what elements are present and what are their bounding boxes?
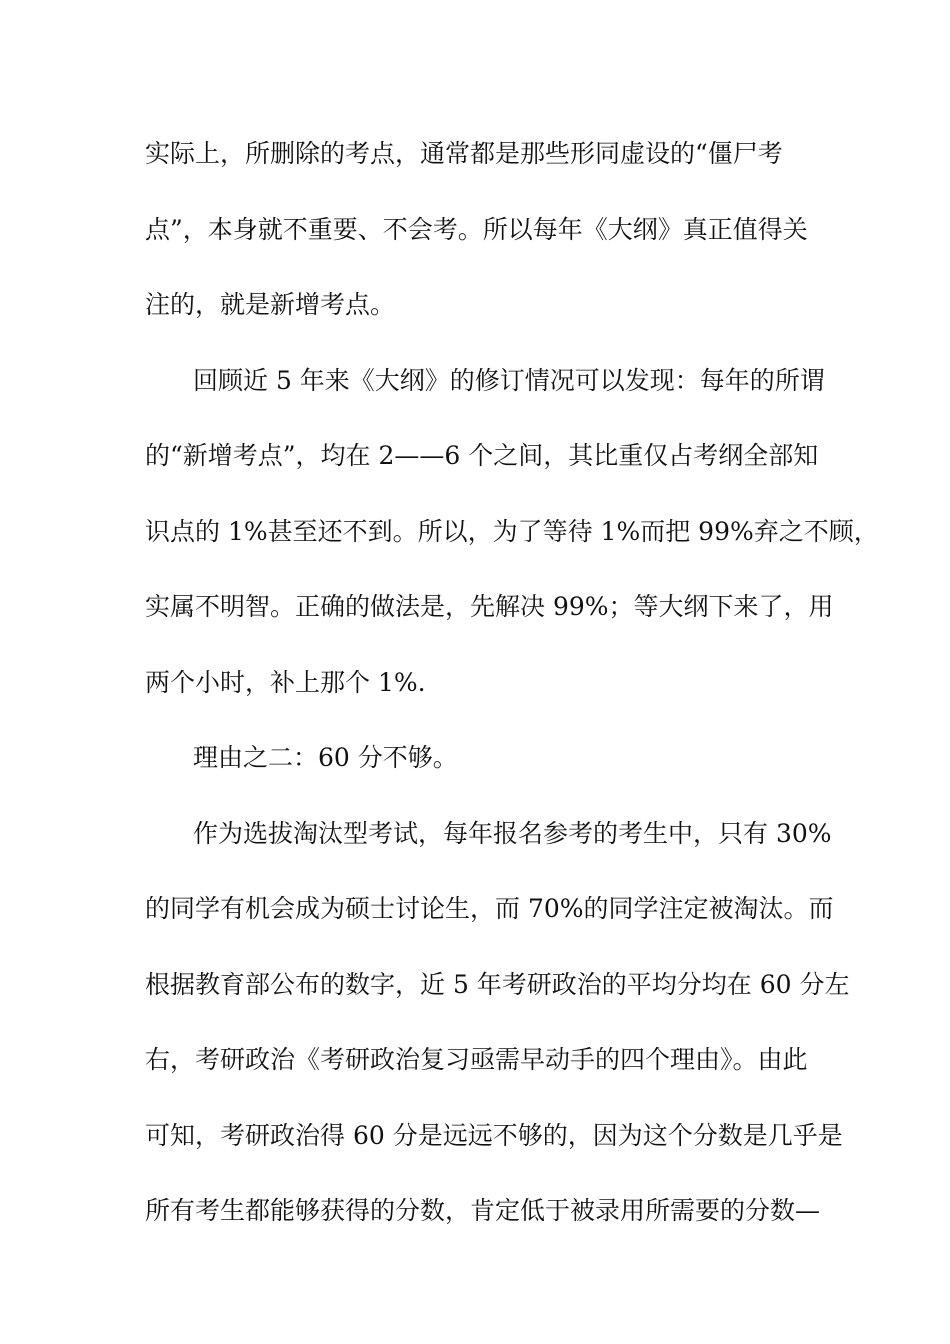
text-line: 所有考生都能够获得的分数，肯定低于被录用所需要的分数—: [145, 1196, 821, 1225]
text-line: 右，考研政治《考研政治复习亟需早动手的四个理由》。由此: [145, 1045, 808, 1074]
section-heading: 理由之二：60 分不够。: [193, 743, 458, 772]
body-text: [145, 128, 879, 1261]
paragraph-first-line: 回顾近 5 年来《大纲》的修订情况可以发现：每年的所谓: [193, 365, 825, 395]
text-line: 可知，考研政治得 60 分是远远不够的，因为这个分数是几乎是: [145, 1120, 843, 1150]
text-line: 实属不明智。正确的做法是，先解决 99%；等大纲下来了，用: [145, 592, 834, 621]
text-line: 识点的 1%甚至还不到。所以，为了等待 1%而把 99%弃之不顾，: [145, 516, 879, 546]
text-line: 的同学有机会成为硕士讨论生，而 70%的同学注定被淘汰。而: [145, 894, 834, 923]
paragraph-first-line: 作为选拔淘汰型考试，每年报名参考的考生中，只有 30%: [193, 818, 832, 848]
text-line: 根据教育部公布的数字，近 5 年考研政治的平均分均在 60 分左: [145, 969, 850, 999]
text-line: 实际上，所删除的考点，通常都是那些形同虚设的“僵尸考: [145, 139, 783, 168]
text-line: 点”，本身就不重要、不会考。所以每年《大纲》真正值得关: [145, 214, 808, 244]
text-line: 的“新增考点”，均在 2——6 个之间，其比重仅占考纲全部知: [145, 441, 819, 470]
text-line: 两个小时，补上那个 1%.: [145, 667, 426, 697]
text-line: 注的，就是新增考点。: [145, 290, 396, 319]
